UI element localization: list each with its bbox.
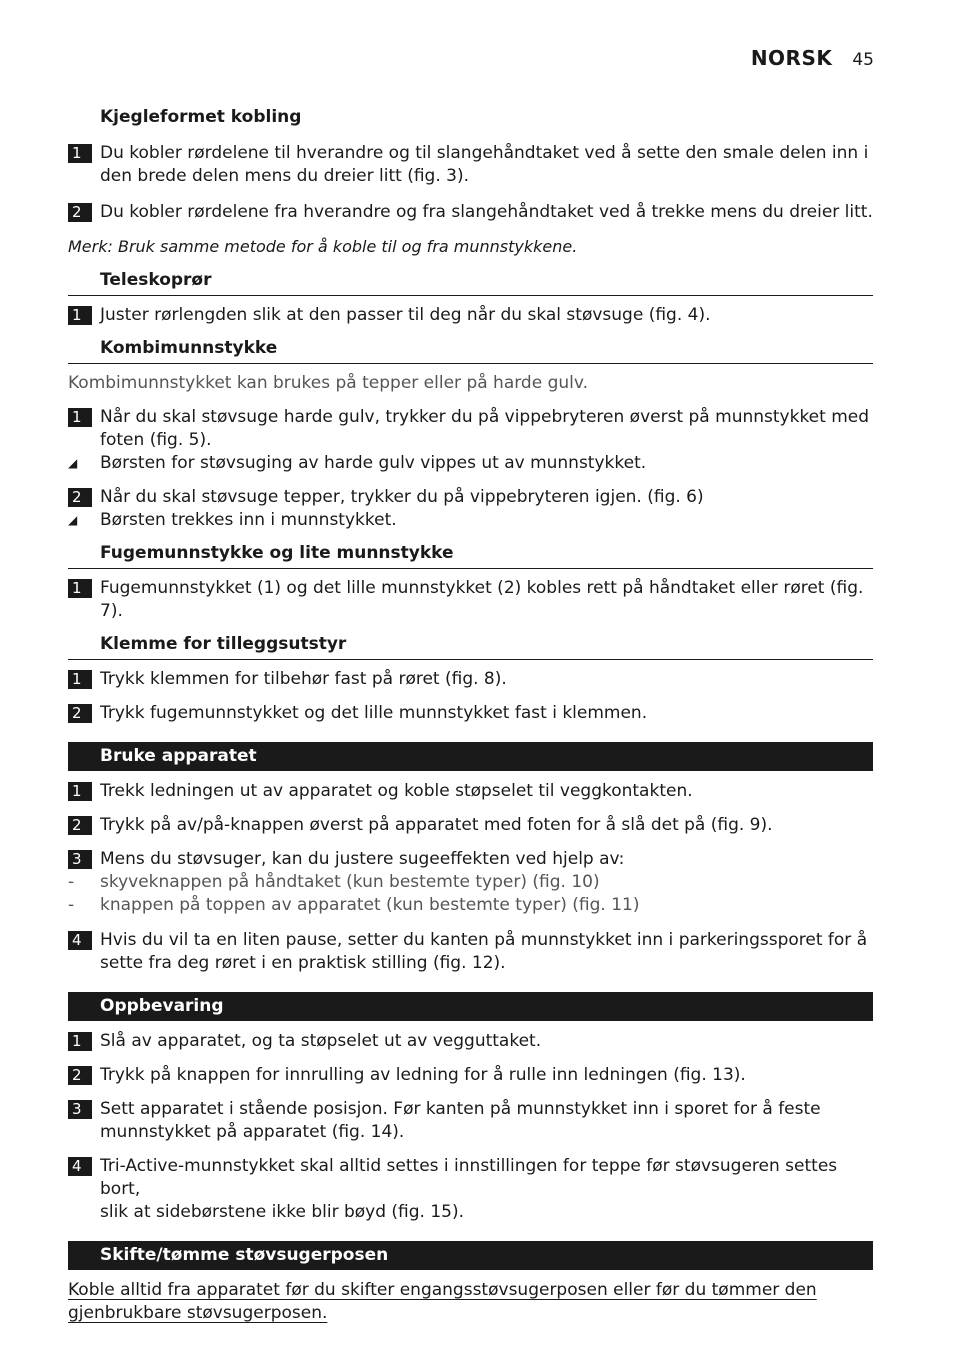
step-text: [92, 406, 873, 452]
section-title-kombimunnstykke: Kombimunnstykke: [68, 337, 873, 364]
step: [68, 668, 873, 691]
step-number: 1: [68, 1032, 92, 1051]
option-text: knappen på toppen av apparatet (kun bestemte typer) (fig. 11): [100, 895, 640, 915]
bullet-marker-icon: ◢: [68, 513, 78, 527]
page-header: [751, 47, 874, 72]
step-number: 1: [68, 670, 92, 689]
step-number: 1: [68, 579, 92, 598]
step-number: 3: [68, 850, 92, 869]
step: [68, 486, 873, 509]
step-number: 2: [68, 203, 92, 222]
step-line: foten (fig. 5).: [100, 430, 212, 450]
option-text: skyveknappen på håndtaket (kun bestemte typer) (fig. 10): [100, 872, 600, 892]
section-bar-oppbevaring: Oppbevaring: [68, 992, 873, 1021]
result-bullet: [68, 452, 873, 475]
step-number: 1: [68, 782, 92, 801]
step-number: 4: [68, 1157, 92, 1176]
step-number: 2: [68, 1066, 92, 1085]
step-text: Trykk på av/på-knappen øverst på apparatet med foten for å slå det på (fig. 9).: [100, 815, 773, 835]
step-text: [92, 929, 873, 975]
warning-line: gjenbrukbare støvsugerposen.: [68, 1303, 328, 1323]
section-title-klemme: Klemme for tilleggsutstyr: [68, 633, 873, 660]
step-text: Juster rørlengden slik at den passer til deg når du skal støvsuge (fig. 4).: [100, 305, 711, 325]
page-content: [68, 106, 873, 1325]
step: [68, 406, 873, 452]
step: [68, 1030, 873, 1053]
step-text: Slå av apparatet, og ta støpselet ut av vegguttaket.: [100, 1031, 542, 1051]
note-text: Merk: Bruk samme metode for å koble til og fra munnstykkene.: [68, 237, 578, 256]
step-number: 1: [68, 306, 92, 325]
section-bar-skifte-posen: Skifte/tømme støvsugerposen: [68, 1241, 873, 1270]
bullet-text: Børsten trekkes inn i munnstykket.: [100, 510, 397, 530]
dash-marker: -: [68, 895, 75, 915]
warning-text: [68, 1279, 873, 1325]
step-text: [92, 1098, 873, 1144]
step: [68, 1064, 873, 1087]
step: [68, 929, 873, 975]
step: [68, 1155, 873, 1224]
step-text: Trekk ledningen ut av apparatet og koble støpselet til veggkontakten.: [100, 781, 693, 801]
intro-text: Kombimunnstykket kan brukes på tepper eller på harde gulv.: [68, 373, 589, 393]
step-number: 3: [68, 1100, 92, 1119]
step-text: [92, 142, 873, 188]
option-item: [68, 894, 873, 917]
step-text: Trykk klemmen for tilbehør fast på røret (fig. 8).: [100, 669, 507, 689]
step-text: Fugemunnstykket (1) og det lille munnstykket (2) kobles rett på håndtaket eller røret (fig. 7).: [100, 578, 864, 621]
step-text: Trykk fugemunnstykket og det lille munnstykket fast i klemmen.: [100, 703, 648, 723]
step-number: 2: [68, 488, 92, 507]
step: [68, 201, 873, 224]
warning-line: Koble alltid fra apparatet før du skifter engangsstøvsugerposen eller før du tømmer den: [68, 1280, 817, 1300]
step-line: den brede delen mens du dreier litt (fig. 3).: [100, 166, 469, 186]
step-line: slik at sidebørstene ikke blir bøyd (fig. 15).: [100, 1202, 465, 1222]
page-number: 45: [852, 50, 874, 70]
section-title-fugemunnstykke: Fugemunnstykke og lite munnstykke: [68, 542, 873, 569]
step-line: Tri-Active-munnstykket skal alltid settes i innstillingen for teppe før støvsugeren settes bort,: [100, 1156, 838, 1199]
step-line: sette fra deg røret i en praktisk stilling (fig. 12).: [100, 953, 506, 973]
language-label: NORSK: [750, 46, 833, 70]
step-text: [92, 1155, 873, 1224]
step-line: Du kobler rørdelene til hverandre og til slangehåndtaket ved å sette den smale delen inn i: [100, 143, 869, 163]
step-line: munnstykket på apparatet (fig. 14).: [100, 1122, 405, 1142]
step: [68, 848, 873, 871]
section-bar-bruke-apparatet: Bruke apparatet: [68, 742, 873, 771]
step-number: 1: [68, 144, 92, 163]
step: [68, 780, 873, 803]
step-text: Mens du støvsuger, kan du justere sugeeffekten ved hjelp av:: [100, 849, 625, 869]
result-bullet: [68, 509, 873, 532]
step: [68, 814, 873, 837]
step-line: Hvis du vil ta en liten pause, setter du kanten på munnstykket inn i parkeringssporet for å: [100, 930, 868, 950]
step: [68, 577, 873, 623]
step: [68, 702, 873, 725]
step-text: Trykk på knappen for innrulling av ledning for å rulle inn ledningen (fig. 13).: [100, 1065, 746, 1085]
step-line: Når du skal støvsuge harde gulv, trykker du på vippebryteren øverst på munnstykket med: [100, 407, 870, 427]
step-number: 2: [68, 704, 92, 723]
section-title-kjegleformet: Kjegleformet kobling: [100, 107, 302, 127]
step-number: 1: [68, 408, 92, 427]
step: [68, 1098, 873, 1144]
step-text: Når du skal støvsuge tepper, trykker du på vippebryteren igjen. (fig. 6): [100, 487, 704, 507]
step-number: 4: [68, 931, 92, 950]
section-title-teleskopror: Teleskoprør: [68, 269, 873, 296]
step-number: 2: [68, 816, 92, 835]
step-line: Sett apparatet i stående posisjon. Før kanten på munnstykket inn i sporet for å feste: [100, 1099, 821, 1119]
step-text: Du kobler rørdelene fra hverandre og fra slangehåndtaket ved å trekke mens du dreier litt.: [100, 202, 873, 222]
step: [68, 304, 873, 327]
step: [68, 142, 873, 188]
bullet-text: Børsten for støvsuging av harde gulv vippes ut av munnstykket.: [100, 453, 647, 473]
option-item: [68, 871, 873, 894]
bullet-marker-icon: ◢: [68, 456, 78, 470]
dash-marker: -: [68, 872, 75, 892]
